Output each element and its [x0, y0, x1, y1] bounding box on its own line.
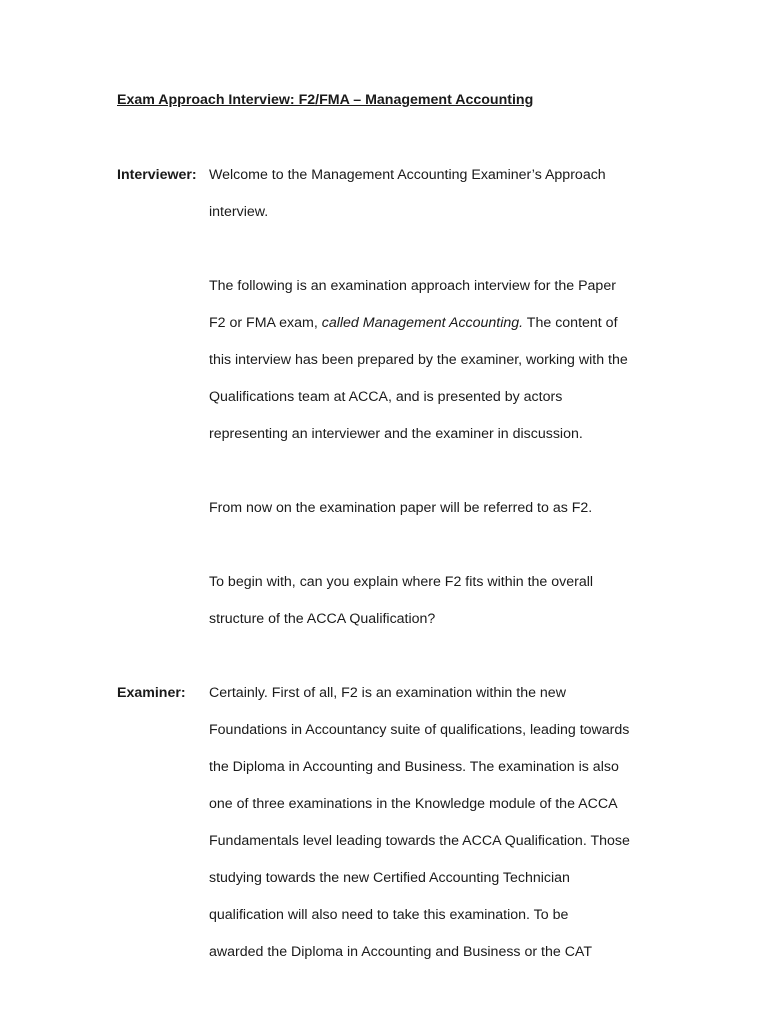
examiner-line: Certainly. First of all, F2 is an examination within the new: [209, 685, 566, 701]
examiner-line: Fundamentals level leading towards the ACCA Qualification. Those: [209, 833, 630, 849]
interviewer-line: From now on the examination paper will be referred to as F2.: [209, 500, 593, 516]
interviewer-line: Welcome to the Management Accounting Examiner’s Approach: [209, 167, 606, 183]
examiner-line: awarded the Diploma in Accounting and Business or the CAT: [209, 944, 593, 960]
paper-name-italic: called Management Accounting.: [321, 315, 524, 331]
interviewer-line: To begin with, can you explain where F2 fits within the overall: [209, 574, 594, 590]
examiner-line: Foundations in Accountancy suite of qualifications, leading towards: [209, 722, 630, 738]
interviewer-line: [209, 315, 618, 331]
document-title: Exam Approach Interview: F2/FMA – Management Accounting: [117, 92, 534, 108]
interviewer-line: The following is an examination approach interview for the Paper: [209, 278, 616, 294]
speaker-label-examiner: Examiner:: [117, 685, 186, 701]
interviewer-line: representing an interviewer and the examiner in discussion.: [209, 426, 583, 442]
interviewer-line: Qualifications team at ACCA, and is presented by actors: [209, 389, 563, 405]
speaker-label-interviewer: Interviewer:: [117, 167, 197, 183]
interviewer-line-part: F2 or FMA exam,: [209, 315, 322, 331]
interviewer-line-part: The content of: [523, 315, 618, 331]
examiner-line: qualification will also need to take this examination. To be: [209, 907, 569, 923]
examiner-line: studying towards the new Certified Accounting Technician: [209, 870, 570, 886]
interviewer-line: interview.: [209, 204, 269, 220]
interviewer-line: this interview has been prepared by the examiner, working with the: [209, 352, 628, 368]
examiner-line: the Diploma in Accounting and Business. The examination is also: [209, 759, 619, 775]
examiner-line: one of three examinations in the Knowledge module of the ACCA: [209, 796, 618, 812]
interviewer-line: structure of the ACCA Qualification?: [209, 611, 436, 627]
